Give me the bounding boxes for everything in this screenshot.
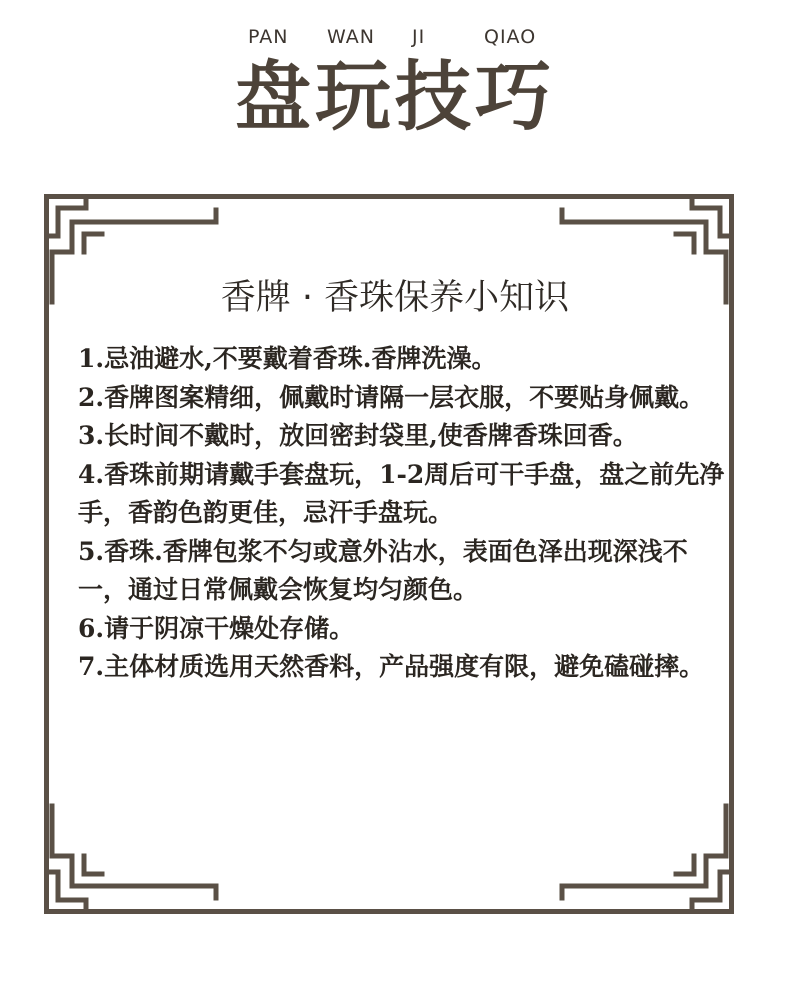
- pinyin-word: PAN: [248, 26, 289, 48]
- page-title: 盘玩技巧: [235, 52, 555, 141]
- pinyin-subtitle: [0, 26, 790, 50]
- tip-item: 2.香牌图案精细，佩戴时请隔一层衣服，不要贴身佩戴。: [78, 382, 705, 412]
- pinyin-word: JI: [412, 26, 426, 48]
- tip-item: 4.香珠前期请戴手套盘玩，1-2周后可干手盘，盘之前先净手，香韵色韵更佳，忌汗手盘玩。: [78, 459, 725, 527]
- corner-ornament-icon: [44, 802, 224, 914]
- corner-ornament-icon: [554, 802, 734, 914]
- tip-item: 3.长时间不戴时，放回密封袋里,使香牌香珠回香。: [78, 421, 638, 450]
- tip-item: 7.主体材质选用天然香料，产品强度有限，避免磕碰摔。: [78, 652, 705, 681]
- tip-item: 5.香珠.香牌包浆不匀或意外沾水，表面色泽出现深浅不一，通过日常佩戴会恢复均匀颜色。: [78, 536, 688, 604]
- care-tips-list: [78, 340, 733, 687]
- pinyin-word: WAN: [327, 26, 375, 48]
- card-heading: 香牌 · 香珠保养小知识: [220, 278, 570, 318]
- tip-item: 6.请于阴凉干燥处存储。: [78, 613, 355, 643]
- pinyin-word: QIAO: [484, 26, 537, 48]
- tip-item: 1.忌油避水,不要戴着香珠.香牌洗澡。: [78, 344, 497, 373]
